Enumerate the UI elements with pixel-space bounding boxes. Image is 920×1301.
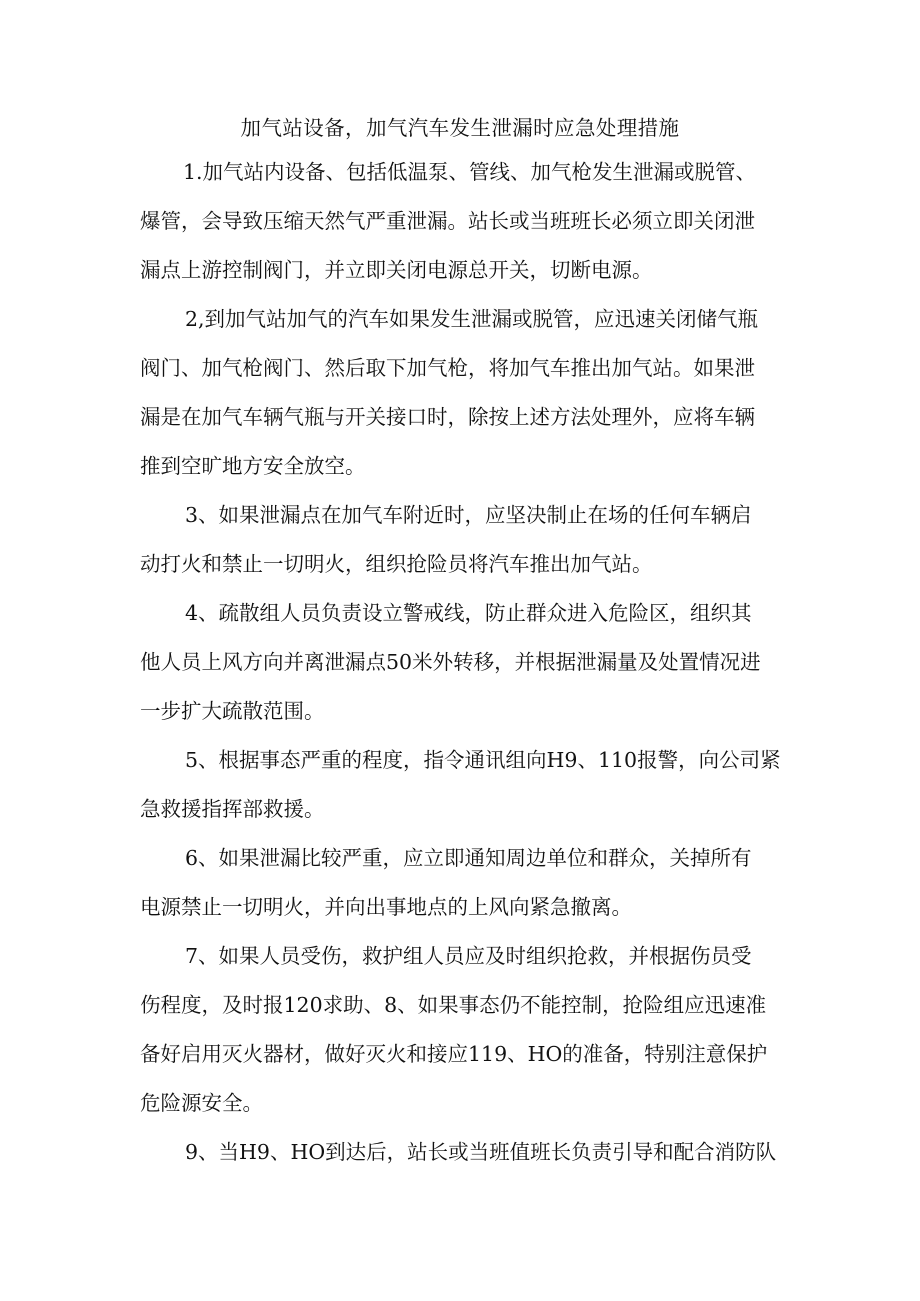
text-line: 备好启用灭火器材，做好灭火和接应119、HO的准备，特别注意保护 bbox=[140, 1042, 768, 1066]
text-line: 3、如果泄漏点在加气车附近时，应坚决制止在场的任何车辆启 bbox=[185, 503, 752, 527]
text-line: 危险源安全。 bbox=[140, 1091, 263, 1115]
text-line: 爆管，会导致压缩天然气严重泄漏。站长或当班班长必须立即关闭泄 bbox=[140, 209, 755, 233]
text-line: 1.加气站内设备、包括低温泵、管线、加气枪发生泄漏或脱管、 bbox=[183, 160, 757, 184]
text-line: 一步扩大疏散范围。 bbox=[140, 699, 325, 723]
text-line: 2,到加气站加气的汽车如果发生泄漏或脱管，应迅速关闭储气瓶 bbox=[185, 307, 759, 331]
text-line: 5、根据事态严重的程度，指令通讯组向H9、110报警，向公司紧 bbox=[185, 748, 781, 772]
text-line: 9、当H9、HO到达后，站长或当班值班长负责引导和配合消防队 bbox=[185, 1140, 777, 1164]
text-line: 推到空旷地方安全放空。 bbox=[140, 454, 366, 478]
text-line: 6、如果泄漏比较严重，应立即通知周边单位和群众，关掉所有 bbox=[185, 846, 752, 870]
text-line: 4、疏散组人员负责设立警戒线，防止群众进入危险区，组织其 bbox=[185, 601, 752, 625]
text-line: 漏点上游控制阀门，并立即关闭电源总开关，切断电源。 bbox=[140, 258, 653, 282]
text-line: 漏是在加气车辆气瓶与开关接口时，除按上述方法处理外，应将车辆 bbox=[140, 405, 755, 429]
text-line: 电源禁止一切明火，并向出事地点的上风向紧急撤离。 bbox=[140, 895, 632, 919]
text-line: 伤程度，及时报120求助、8、如果事态仍不能控制，抢险组应迅速准 bbox=[140, 993, 767, 1017]
document-title: 加气站设备，加气汽车发生泄漏时应急处理措施 bbox=[240, 116, 680, 140]
text-line: 急救援指挥部救援。 bbox=[140, 797, 325, 821]
text-line: 动打火和禁止一切明火，组织抢险员将汽车推出加气站。 bbox=[140, 552, 653, 576]
text-line: 阀门、加气枪阀门、然后取下加气枪，将加气车推出加气站。如果泄 bbox=[140, 356, 755, 380]
text-line: 他人员上风方向并离泄漏点50米外转移，并根据泄漏量及处置情况进 bbox=[140, 650, 761, 674]
text-line: 7、如果人员受伤，救护组人员应及时组织抢救，并根据伤员受 bbox=[185, 944, 752, 968]
